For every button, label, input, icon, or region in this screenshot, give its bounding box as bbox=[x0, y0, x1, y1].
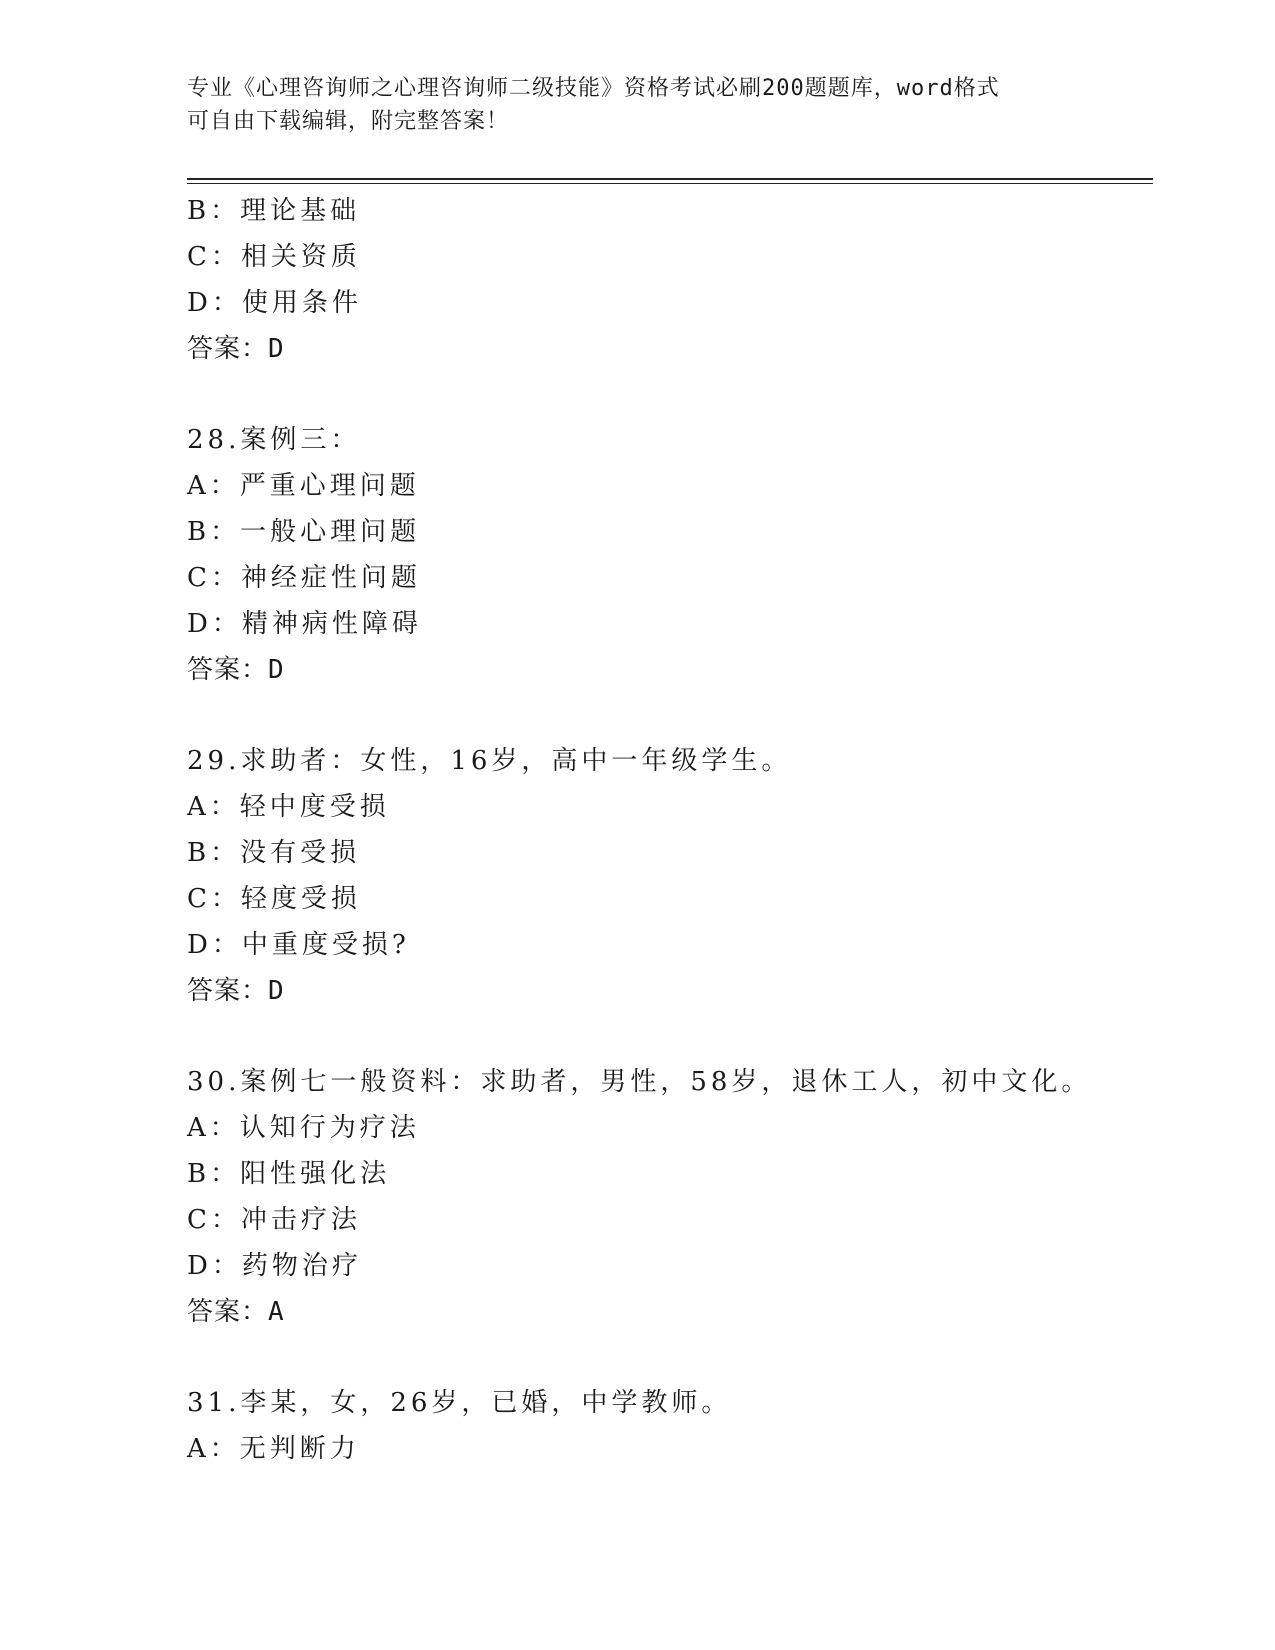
option-b: B：阳性强化法 bbox=[187, 1159, 391, 1189]
option-b: B：一般心理问题 bbox=[187, 517, 421, 547]
header-line-2: 可自由下载编辑，附完整答案！ bbox=[187, 109, 510, 134]
question-block-30 bbox=[187, 1059, 1187, 1335]
question-stem: 30.案例七一般资料：求助者，男性，58岁，退休工人，初中文化。 bbox=[187, 1067, 1092, 1097]
answer-line: 答案：A bbox=[187, 1297, 285, 1327]
header-divider-thick bbox=[187, 178, 1153, 180]
option-a: A：认知行为疗法 bbox=[187, 1113, 420, 1143]
option-a: A：轻中度受损 bbox=[187, 792, 390, 822]
option-d: D：使用条件 bbox=[187, 288, 362, 318]
option-c: C：神经症性问题 bbox=[187, 563, 421, 593]
question-block-31 bbox=[187, 1380, 1187, 1472]
question-stem: 31.李某，女，26岁，已婚，中学教师。 bbox=[187, 1388, 732, 1418]
option-c: C：相关资质 bbox=[187, 242, 361, 272]
answer-line: 答案：D bbox=[187, 976, 285, 1006]
question-stem: 29.求助者：女性，16岁，高中一年级学生。 bbox=[187, 746, 792, 776]
option-c: C：轻度受损 bbox=[187, 884, 361, 914]
option-a: A：严重心理问题 bbox=[187, 471, 420, 501]
header-line-1: 专业《心理咨询师之心理咨询师二级技能》资格考试必刷200题题库，word格式 bbox=[187, 76, 1000, 101]
header-divider-thin bbox=[187, 183, 1153, 184]
option-a: A：无判断力 bbox=[187, 1434, 360, 1464]
question-block-28 bbox=[187, 417, 1187, 693]
option-b: B：没有受损 bbox=[187, 838, 361, 868]
option-c: C：冲击疗法 bbox=[187, 1205, 361, 1235]
option-d: D：药物治疗 bbox=[187, 1251, 362, 1281]
question-block-carryover bbox=[187, 188, 1187, 372]
option-d: D：精神病性障碍 bbox=[187, 609, 422, 639]
answer-line: 答案：D bbox=[187, 334, 285, 364]
option-d: D：中重度受损? bbox=[187, 930, 410, 960]
option-b: B：理论基础 bbox=[187, 196, 361, 226]
question-list bbox=[187, 188, 1187, 1472]
question-block-29 bbox=[187, 738, 1187, 1014]
question-stem: 28.案例三： bbox=[187, 425, 361, 455]
answer-line: 答案：D bbox=[187, 655, 285, 685]
page-header bbox=[187, 72, 1087, 138]
